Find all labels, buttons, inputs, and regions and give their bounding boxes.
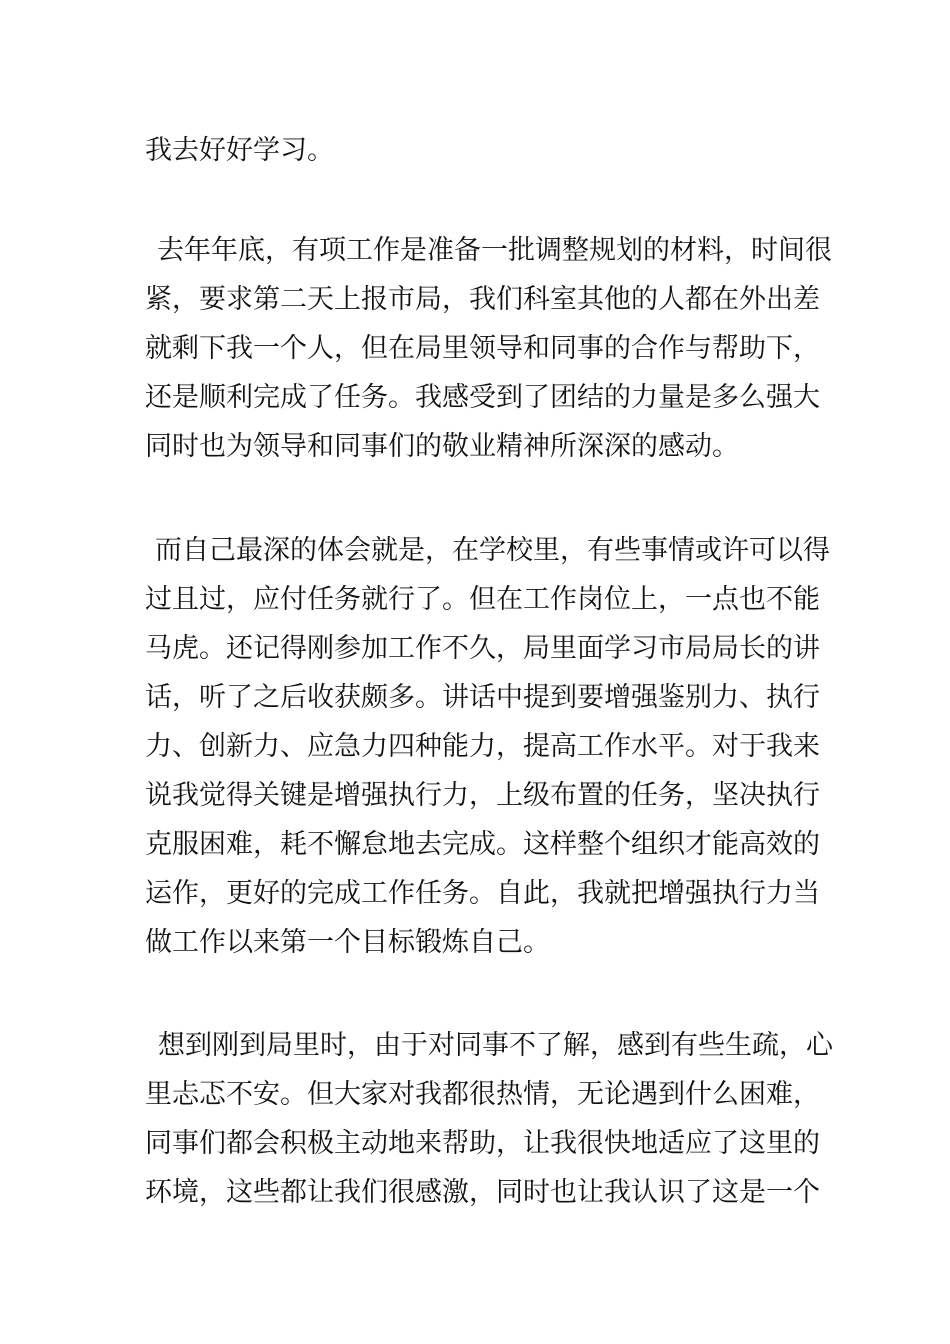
paragraph-line: 过且过，应付任务就行了。但在工作岗位上，一点也不能 — [145, 584, 820, 615]
paragraph-1 — [145, 126, 807, 175]
paragraph-line: 里忐忑不安。但大家对我都很热情，无论遇到什么困难， — [145, 1079, 820, 1110]
paragraph-line: 说我觉得关键是增强执行力，上级布置的任务，坚决执行 — [145, 780, 820, 811]
paragraph-line: 想到刚到局里时，由于对同事不了解，感到有些生疏，心 — [158, 1030, 833, 1061]
paragraph-line: 就剩下我一个人，但在局里领导和同事的合作与帮助下， — [145, 333, 820, 364]
paragraph-line: 力、创新力、应急力四种能力，提高工作水平。对于我来 — [145, 731, 820, 762]
paragraph-3 — [145, 526, 830, 967]
paragraph-line: 运作，更好的完成工作任务。自此，我就把增强执行力当 — [145, 878, 820, 909]
paragraph-2 — [145, 226, 832, 471]
paragraph-line: 同时也为领导和同事们的敬业精神所深深的感动。 — [145, 431, 739, 462]
paragraph-line: 话，听了之后收获颇多。讲话中提到要增强鉴别力、执行 — [145, 682, 820, 713]
paragraph-line: 环境，这些都让我们很感激，同时也让我认识了这是一个 — [145, 1177, 820, 1208]
paragraph-line: 还是顺利完成了任务。我感受到了团结的力量是多么强大 — [145, 382, 820, 413]
paragraph-line: 马虎。还记得刚参加工作不久，局里面学习市局局长的讲 — [145, 633, 820, 664]
paragraph-line: 我去好好学习。 — [145, 135, 334, 166]
paragraph-4 — [145, 1021, 833, 1217]
paragraph-line: 而自己最深的体会就是，在学校里，有些事情或许可以得 — [155, 535, 830, 566]
paragraph-line: 克服困难，耗不懈怠地去完成。这样整个组织才能高效的 — [145, 829, 820, 860]
paragraph-line: 做工作以来第一个目标锻炼自己。 — [145, 927, 550, 958]
paragraph-line: 去年年底，有项工作是准备一批调整规划的材料，时间很 — [157, 235, 832, 266]
paragraph-line: 同事们都会积极主动地来帮助，让我很快地适应了这里的 — [145, 1128, 820, 1159]
paragraph-line: 紧，要求第二天上报市局，我们科室其他的人都在外出差 — [145, 284, 820, 315]
